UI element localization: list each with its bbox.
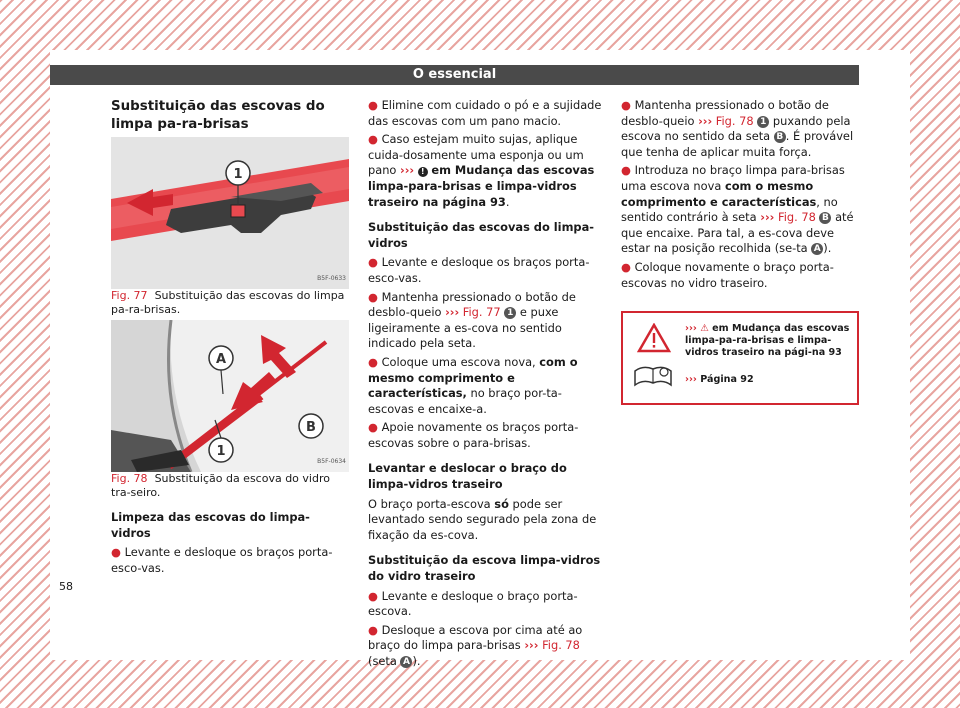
windshield-wiper-illustration [111,137,349,289]
warning-texts [685,323,850,386]
subheading-rear-arm: Levantar e deslocar o braço do limpa-vidros traseiro [368,461,567,492]
list-item: ● Levante e desloque os braços porta-esco-vas. [111,545,333,575]
figure-77-caption: Fig. 77 Substituição das escovas do limpa pa-ra-brisas. [111,289,345,316]
page-link[interactable]: ››› Página 92 [685,374,754,386]
list-item: ● Coloque novamente o braço porta-escovas no vidro traseiro. [621,259,834,290]
callout-letter: B [774,131,786,143]
figure-link[interactable]: Fig. 78 [715,113,754,128]
page-title: Substituição das escovas do limpa pa-ra-brisas [111,99,325,132]
list-item: ● Levante e desloque o braço porta-escova. [368,588,578,619]
column-middle [368,98,604,673]
callout-number: 1 [757,116,769,128]
callout-letter: A [400,656,412,668]
list-item: ● Levante e desloque os braços porta-esco-vas. [368,255,590,285]
column-right [621,98,859,405]
manual-page [50,50,910,668]
figure-code: B5F-0633 [317,275,346,283]
callout-1: 1 [233,167,243,182]
exclamation-icon: ! [418,167,428,177]
list-item: ● Elimine com cuidado o pó e a sujidade das escovas com um pano macio. [368,98,602,128]
figure-link[interactable]: Fig. 78 [777,210,816,225]
figure-78 [111,320,349,472]
list-item: ● Coloque uma escova nova, com o mesmo comprimento e características, no braço por-ta-escovas e encaixe-a. [368,354,578,416]
figure-77 [111,137,349,289]
rear-wiper-illustration [111,320,349,472]
warning-triangle-icon [637,323,671,353]
subheading-replacement: Substituição das escovas do limpa-vidros [368,220,594,250]
subheading-rear-blade: Substituição da escova limpa-vidros do vidro traseiro [368,553,601,584]
warning-icons [631,323,681,389]
column-left [59,98,349,595]
list-item: ● Caso estejam muito sujas, aplique cuida-dosamente uma esponja ou um pano ››› ! em Mudança das escovas limpa-para-brisas e limpa-vidros traseiro na página 93. [368,132,595,209]
book-icon [633,365,673,389]
callout-number: 1 [504,307,516,319]
list-item: ● Mantenha pressionado o botão de desblo-queio ››› Fig. 77 1 e puxe ligeiramente a es-cova no sentido indicado pela seta. [368,289,576,351]
link-arrow[interactable]: ››› [400,163,415,178]
paragraph: O braço porta-escova só pode ser levantado sendo segurado pela zona de fixação da es-cova. [368,496,597,542]
warning-box [621,311,859,405]
cross-reference[interactable]: em Mudança das escovas limpa-para-brisas e limpa-vidros traseiro na página 93 [368,163,595,209]
list-item: ● Mantenha pressionado o botão de desblo-queio ››› Fig. 78 1 puxando pela escova no sentido da seta B . É provável que tenha de aplicar muita força. [621,98,854,159]
figure-link[interactable]: Fig. 77 [462,305,501,320]
warning-link[interactable]: ››› ⚠ em Mudança das escovas limpa-pa-ra-brisas e limpa-vidros traseiro na pági-na 93 [685,323,850,359]
section-header: O essencial [50,65,859,85]
callout-letter: A [811,243,823,255]
list-item: ● Desloque a escova por cima até ao braço do limpa para-brisas ››› Fig. 78 (seta A ). [368,622,583,668]
page-number: 58 [59,580,73,594]
figure-code: B5F-0634 [317,458,346,466]
callout-b: B [306,420,316,435]
callout-letter: B [819,212,831,224]
callout-1b: 1 [216,444,226,459]
list-item: ● Apoie novamente os braços porta-escovas sobre o para-brisas. [368,420,579,450]
subheading-cleaning: Limpeza das escovas do limpa-vidros [111,510,310,540]
figure-link[interactable]: Fig. 78 [542,638,580,653]
callout-a: A [215,352,227,367]
list-item: ● Introduza no braço limpa para-brisas uma escova nova com o mesmo comprimento e características, no sentido contrário à seta ››› Fig. 78 B até que encaixe. Para tal, a es-cova deve estar na posição recolhida (se-ta A ). [621,163,854,256]
figure-78-caption: Fig. 78 Substituição da escova do vidro tra-seiro. [111,472,330,499]
